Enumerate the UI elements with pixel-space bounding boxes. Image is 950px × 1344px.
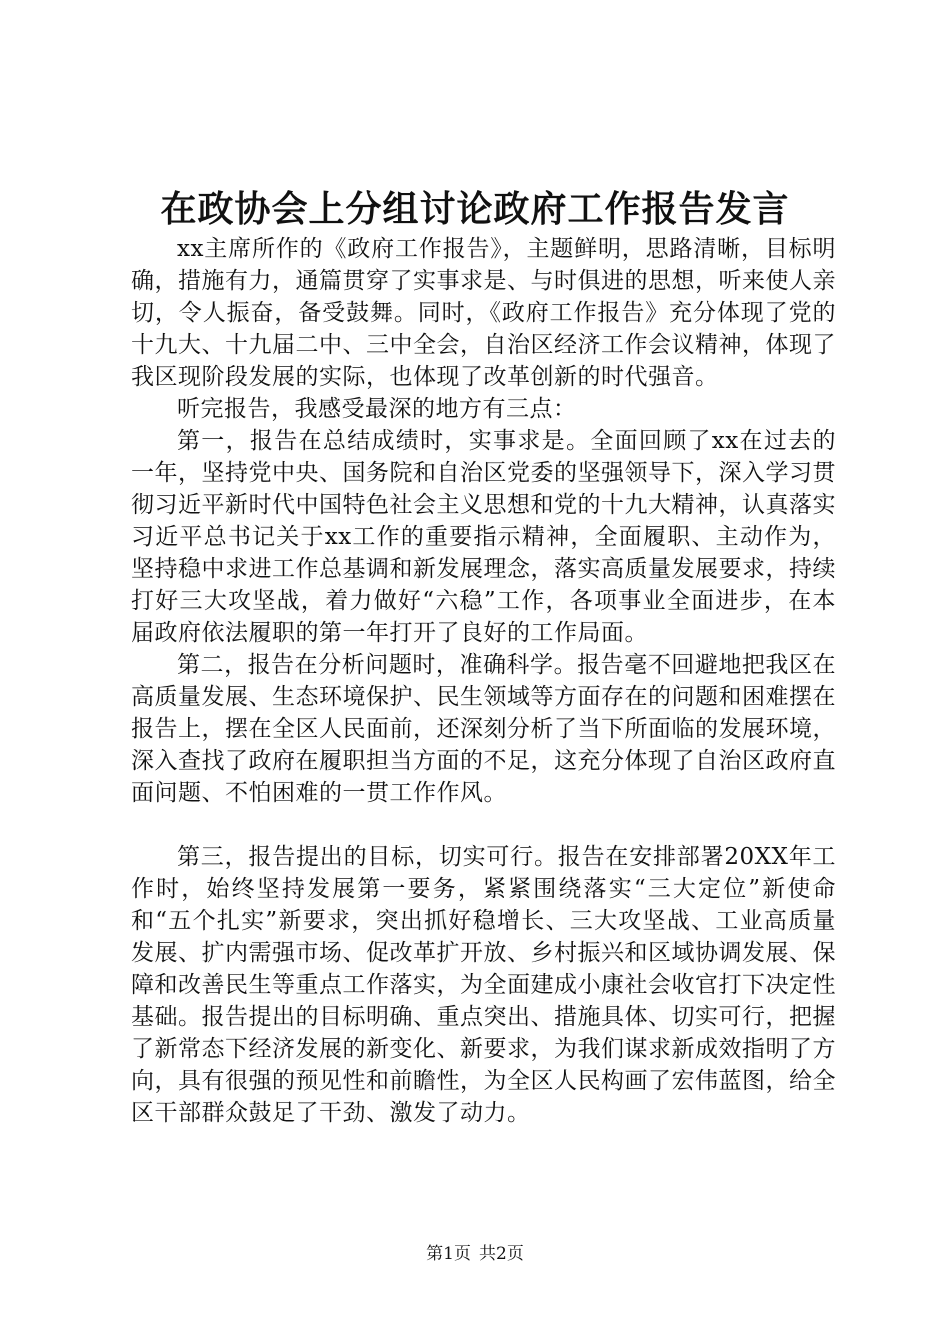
paragraph-point-one: 第一，报告在总结成绩时，实事求是。全面回顾了xx在过去的一年，坚持党中央、国务院和自治区党委的坚强领导下，深入学习贯彻习近平新时代中国特色社会主义思想和党的十九大精神，认真落实习近平总书记关于xx工作的重要指示精神，全面履职、主动作为，坚持稳中求进工作总基调和新发展理念，落实高质量发展要求，持续打好三大攻坚战，着力做好“六稳”工作，各项事业全面进步，在本届政府依法履职的第一年打开了良好的工作局面。 <box>131 428 836 646</box>
page-footer <box>0 1243 950 1265</box>
page-number-current: 第1页 <box>426 1244 471 1264</box>
document-title: 在政协会上分组讨论政府工作报告发言 <box>160 188 790 230</box>
paragraph-summary-lead: 听完报告，我感受最深的地方有三点： <box>177 396 577 422</box>
document-body <box>131 233 836 1129</box>
page-number-total: 共2页 <box>479 1244 524 1264</box>
paragraph-intro: xx主席所作的《政府工作报告》，主题鲜明，思路清晰，目标明确，措施有力，通篇贯穿了实事求是、与时俱进的思想，听来使人亲切，令人振奋，备受鼓舞。同时，《政府工作报告》充分体现了党的十九大、十九届二中、三中全会，自治区经济工作会议精神，体现了我区现阶段发展的实际，也体现了改革创新的时代强音。 <box>131 236 836 390</box>
paragraph-point-three: 第三，报告提出的目标，切实可行。报告在安排部署20XX年工作时，始终坚持发展第一要务，紧紧围绕落实“三大定位”新使命和“五个扎实”新要求，突出抓好稳增长、三大攻坚战、工业高质量发展、扩内需强市场、促改革扩开放、乡村振兴和区域协调发展、保障和改善民生等重点工作落实，为全面建成小康社会收官打下决定性基础。报告提出的目标明确、重点突出、措施具体、切实可行，把握了新常态下经济发展的新变化、新要求，为我们谋求新成效指明了方向，具有很强的预见性和前瞻性，为全区人民构画了宏伟蓝图，给全区干部群众鼓足了干劲、激发了动力。 <box>131 844 836 1126</box>
paragraph-point-two: 第二，报告在分析问题时，准确科学。报告毫不回避地把我区在高质量发展、生态环境保护、民生领域等方面存在的问题和困难摆在报告上，摆在全区人民面前，还深刻分析了当下所面临的发展环境，深入查找了政府在履职担当方面的不足，这充分体现了自治区政府直面问题、不怕困难的一贯工作作风。 <box>131 652 836 806</box>
